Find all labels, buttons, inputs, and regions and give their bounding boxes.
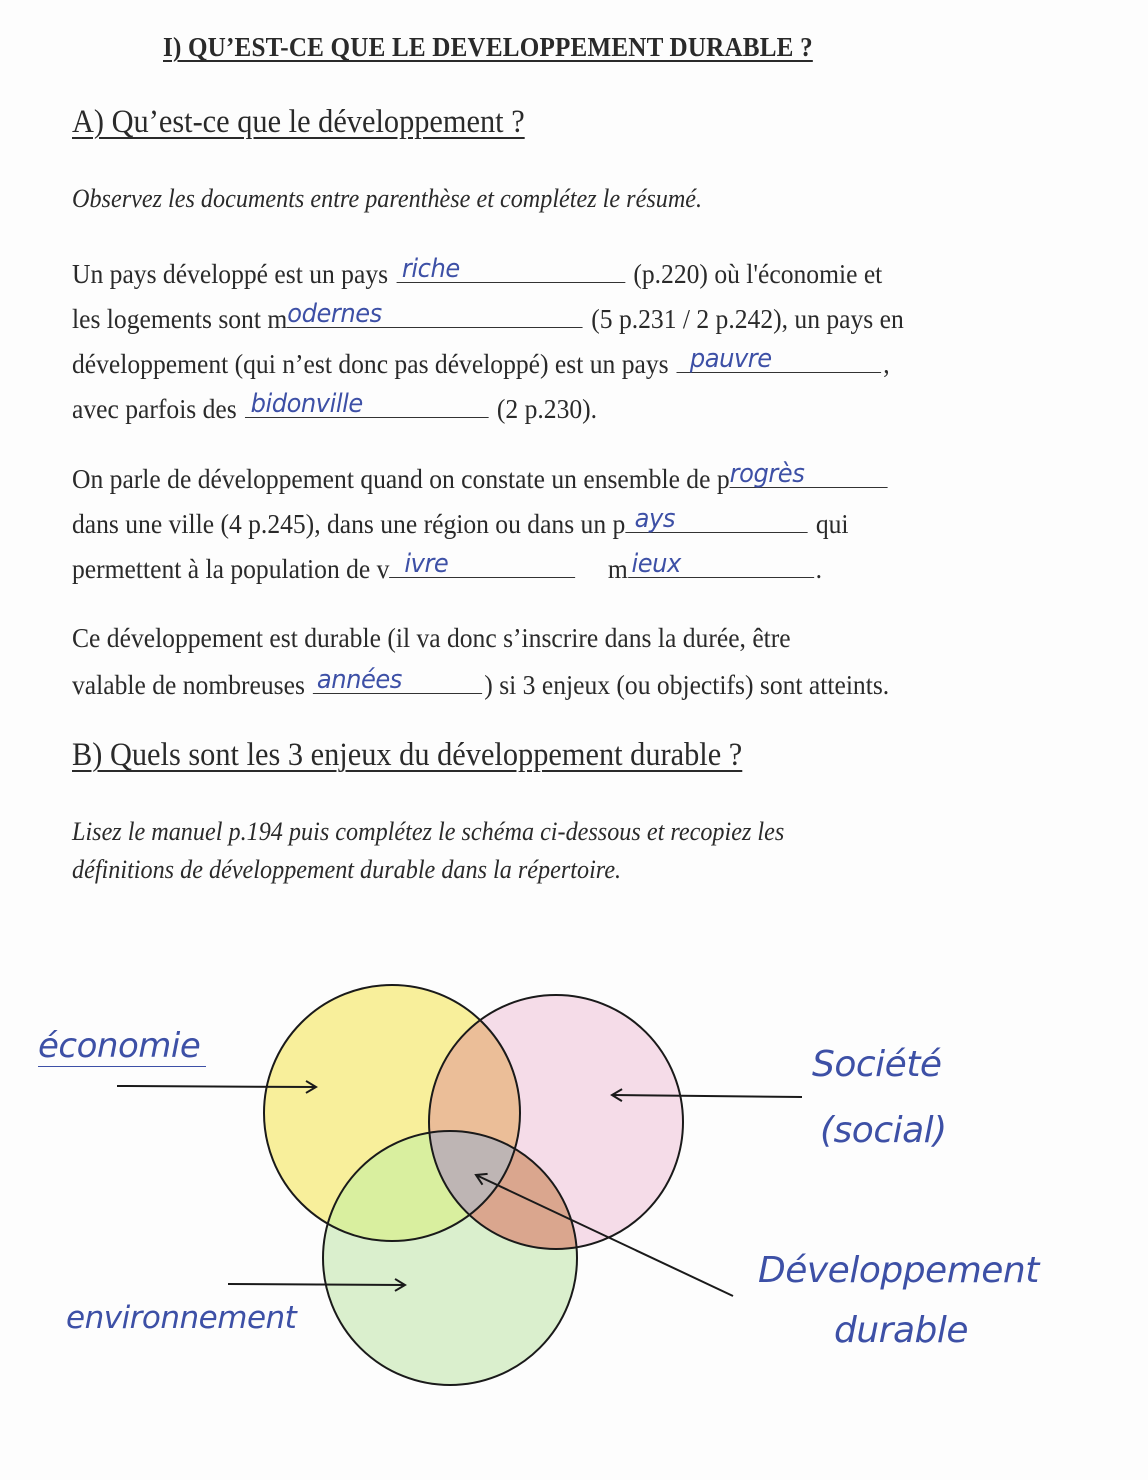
answer-modernes: odernes <box>287 299 382 329</box>
label-social: (social) <box>820 1110 947 1151</box>
section-b-instruction-2: définitions de développement durable dans la répertoire. <box>72 855 622 884</box>
text: ) si 3 enjeux (ou objectifs) sont atteints. <box>484 669 890 700</box>
answer-mieux: ieux <box>631 549 681 579</box>
answer-vivre: ivre <box>404 549 449 579</box>
label-environnement: environnement <box>66 1300 297 1336</box>
text: dans une ville (4 p.245), dans une région ou dans un p <box>72 508 626 539</box>
answer-annees: années <box>316 665 402 695</box>
section-a-instruction: Observez les documents entre parenthèse et complétez le résumé. <box>72 184 703 213</box>
text: avec parfois des <box>72 393 237 424</box>
section-a-heading: A) Qu’est-ce que le développement ? <box>72 104 525 140</box>
text: m <box>607 553 628 584</box>
text: On parle de développement quand on constate un ensemble de p <box>72 463 730 494</box>
answer-bidonville: bidonville <box>250 389 363 419</box>
text: permettent à la population de v <box>72 553 390 584</box>
label-developpement: Développement <box>758 1250 1039 1291</box>
p3-line-1: Ce développement est durable (il va donc s’inscrire dans la durée, être <box>72 622 791 653</box>
answer-riche: riche <box>401 254 460 284</box>
environnement-arrow <box>228 1284 405 1285</box>
text: (2 p.230). <box>496 393 598 424</box>
label-durable: durable <box>834 1310 969 1351</box>
section-b-instruction-1: Lisez le manuel p.194 puis complétez le schéma ci-dessous et recopiez les <box>72 817 785 846</box>
label-societe: Société <box>812 1044 942 1085</box>
text: qui <box>815 508 849 539</box>
document-title: I) QU’EST-CE QUE LE DEVELOPPEMENT DURABLE ? <box>163 32 813 62</box>
text: , <box>883 348 890 379</box>
text: valable de nombreuses <box>72 669 305 700</box>
text: les logements sont m <box>72 303 288 334</box>
answer-pays: ays <box>634 504 675 534</box>
answer-pauvre: pauvre <box>689 344 772 374</box>
text: . <box>815 553 823 584</box>
economie-arrow <box>117 1086 316 1087</box>
text: Un pays développé est un pays <box>72 258 389 289</box>
section-b-heading: B) Quels sont les 3 enjeux du développement durable ? <box>72 737 743 773</box>
text: (5 p.231 / 2 p.242), un pays en <box>591 303 904 334</box>
label-economie: économie <box>38 1026 206 1067</box>
answer-progres: rogrès <box>729 459 805 489</box>
text: (p.220) où l'économie et <box>633 258 883 289</box>
text: développement (qui n’est donc pas développé) est un pays <box>72 348 669 379</box>
